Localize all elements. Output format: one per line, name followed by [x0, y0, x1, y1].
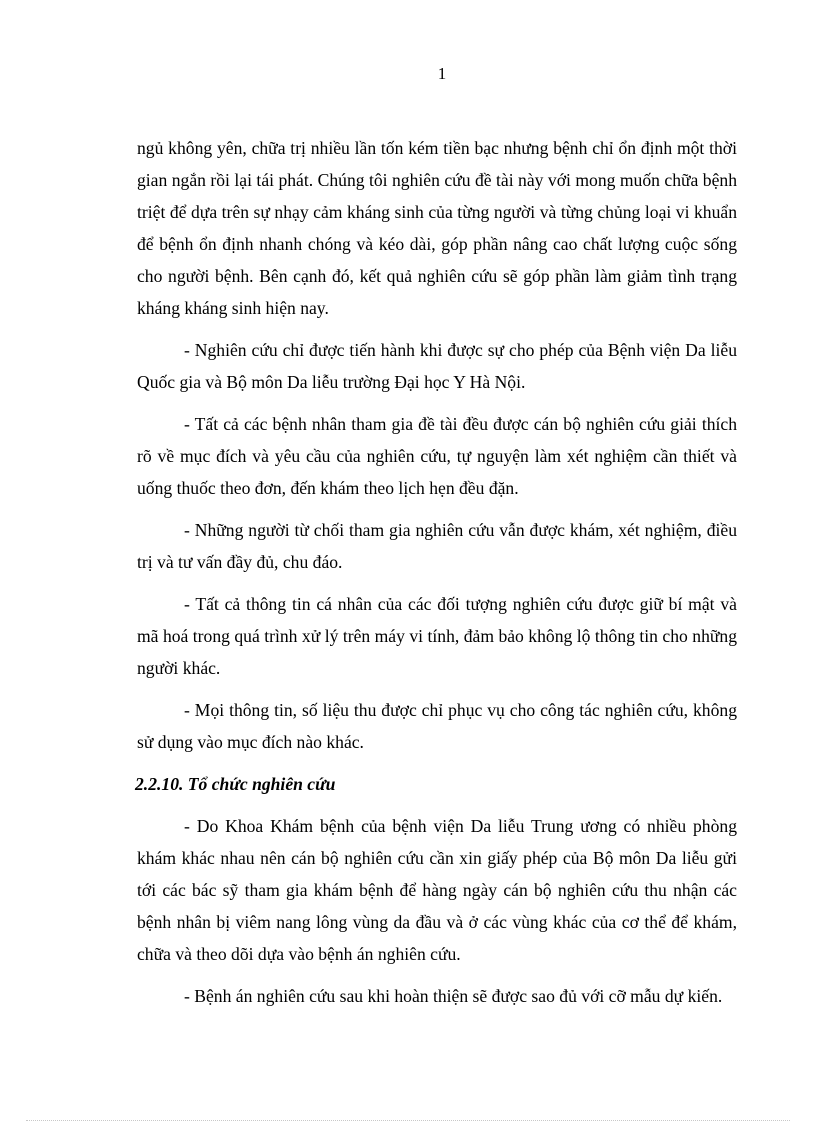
paragraph-case-records: - Bệnh án nghiên cứu sau khi hoàn thiện sẽ được sao đủ với cỡ mẫu dự kiến.: [184, 986, 723, 1006]
page-bottom-divider: [26, 1120, 790, 1121]
page-number: 1: [437, 64, 447, 83]
paragraph-organization: - Do Khoa Khám bệnh của bệnh viện Da liễu Trung ương có nhiều phòng khám khác nhau nên cán bộ nghiên cứu cần xin giấy phép của Bộ môn Da liễu gửi tới các bác sỹ tham gia khám bệnh để hàng ngày cán bộ nghiên cứu thu nhận các bệnh nhân bị viêm nang lông vùng da đầu và ở các vùng khác của cơ thể để khám, chữa và theo dõi dựa vào bệnh án nghiên cứu.: [137, 816, 737, 964]
paragraph-ethics-rationale: ngủ không yên, chữa trị nhiều lần tốn kém tiền bạc nhưng bệnh chỉ ổn định một thời gian ngắn rồi lại tái phát. Chúng tôi nghiên cứu đề tài này với mong muốn chữa bệnh triệt để dựa trên sự nhạy cảm kháng sinh của từng người và từng chủng loại vi khuẩn để bệnh ổn định nhanh chóng và kéo dài, góp phần nâng cao chất lượng cuộc sống cho người bệnh. Bên cạnh đó, kết quả nghiên cứu sẽ góp phần làm giảm tình trạng kháng kháng sinh hiện nay.: [137, 138, 737, 318]
paragraph-refusal-rights: - Những người từ chối tham gia nghiên cứu vẫn được khám, xét nghiệm, điều trị và tư vấn đầy đủ, chu đáo.: [137, 520, 737, 572]
paragraph-informed-consent: - Tất cả các bệnh nhân tham gia đề tài đều được cán bộ nghiên cứu giải thích rõ về mục đích và yêu cầu của nghiên cứu, tự nguyện làm xét nghiệm cần thiết và uống thuốc theo đơn, đến khám theo lịch hẹn đều đặn.: [137, 414, 737, 498]
document-body: [137, 132, 737, 1022]
section-heading: 2.2.10. Tổ chức nghiên cứu: [135, 774, 336, 794]
paragraph-confidentiality: - Tất cả thông tin cá nhân của các đối tượng nghiên cứu được giữ bí mật và mã hoá trong quá trình xử lý trên máy vi tính, đảm bảo không lộ thông tin cho những người khác.: [137, 594, 737, 678]
paragraph-permission: - Nghiên cứu chỉ được tiến hành khi được sự cho phép của Bệnh viện Da liễu Quốc gia và Bộ môn Da liễu trường Đại học Y Hà Nội.: [137, 340, 737, 392]
paragraph-data-usage: - Mọi thông tin, số liệu thu được chỉ phục vụ cho công tác nghiên cứu, không sử dụng vào mục đích nào khác.: [137, 700, 737, 752]
